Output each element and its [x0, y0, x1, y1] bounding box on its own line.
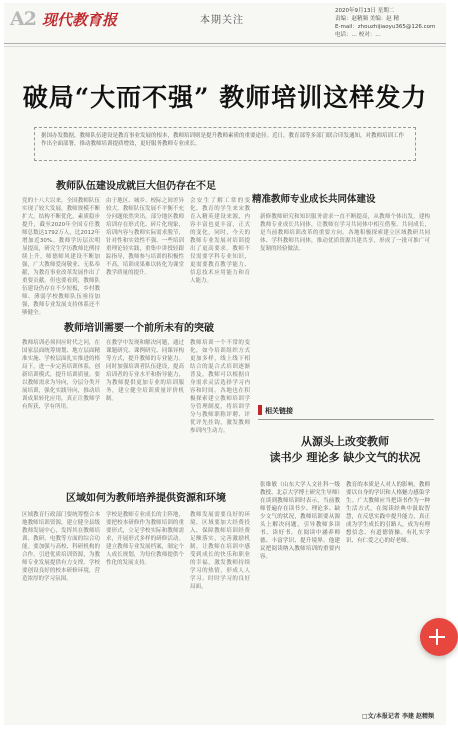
- subhead-4: 精准教师专业成长共同体建设: [252, 194, 376, 205]
- lead-text: 据国办发数据，教师队伍建设是教育事业发展的根本，教师培训则是提升教师素质的重要途径。近日，教育部等多部门联合印发通知，对教师培训工作作出全面部署，推动教师培训提质增效，更好服务教师专业成长。: [41, 133, 405, 147]
- body-column: 区域教育行政部门要统筹整合本地教师培训资源，建立健全县级教师发展中心，发挥其在教师培训、教研、电教等方面的综合功能。要加强与高校、科研机构的合作，引进优质培训资源，为教师专业发展提供有力支撑。学校要创设良好的校本研修环境，营造浓厚的学习氛围。: [22, 512, 100, 582]
- body-column: 学校是教师专业成长的主阵地，要把校本研修作为教师培训的重要形式，立足学校实际和教师需求，开展形式多样的研修活动。建立教师专业发展档案，制定个人成长规划，为每位教师提供个性化的发展支持。: [106, 512, 184, 566]
- date-line: 2020年9月13日 星期二: [335, 8, 395, 14]
- body-column: 教师发展需要良好的环境，区域要加大经费投入，保障教师培训经费足额落实，完善激励机制。让教师在培训中感受到成长的快乐和职业的幸福，激发教师持续学习的热情，形成人人学习、时时学习的良好局面。: [190, 512, 250, 590]
- subhead-2: 教师培训需要一个前所未有的突破: [64, 323, 214, 334]
- body-column: 在教学中发现和解决问题，通过课题研究、课例研究、同课异构等方式，提升教师的专业能力。同时加强培训者队伍建设，提高培训者的专业水平和指导能力，为教师提供更加专业的培训服务，建立健全培训质量评价机制。: [106, 340, 184, 402]
- masthead-logo: 现代教育报: [42, 11, 118, 29]
- page-number: A2: [10, 8, 36, 30]
- body-column: 会安生了解工常的变化，教育的学生来宋教育入精英建设来源，内容丰富也更丰富，正式的变化，同时，今天的教师专业发展对培训提出了更高要求。教师不仅需要学科专业知识，更需要教育教学能力、信息技术应用能力和育人能力。: [190, 198, 250, 284]
- add-button[interactable]: [420, 618, 458, 656]
- related-title-1: 从源头上改变教师: [301, 435, 389, 448]
- related-title-2: 读书少 理论多 缺少文气的状况: [269, 451, 421, 464]
- editor-line: 责编：赵精频 美编：赵 精: [335, 16, 399, 22]
- section-title: 本期关注: [200, 15, 244, 26]
- body-column: 教师培训必须回应时代之问，在国家层面统筹规划、地方层面精准实施、学校层面扎实推进的格局下，进一步完善培训体系，创新培训模式，提升培训质量。要以教师需求为导向，分层分类开展培训，强化实践导向，推动培训成果转化应用，真正让教师学有所获、学有所用。: [22, 340, 100, 410]
- lead-box: [34, 127, 416, 161]
- body-column: 新修教师研究和知识服务需求一直不断提高，从教师个体出发，建构教师专业成长共同体，让教师在学习共同体中相互借鉴、共同成长，是当前教师培训改革的重要方向。各地积极探索建立区域教研共同体、学科教师共同体，推动优质资源共建共享，形成了一批可推广可复制的经验做法。: [260, 214, 430, 252]
- related-marker: [258, 405, 262, 415]
- proof-line: 电话：… 校对：…: [335, 32, 381, 38]
- body-column: 党的十八大以来，全国教师队伍实现了较大发展，教师规模不断扩大，结构不断优化，素质稳步提升，截至2020年全国专任教师总数达1792万人，比2012年增加近30%。教师学历层次明显提高，研究生学历教师比例持续上升，师德师风建设不断加强，广大教师爱岗敬业、无私奉献，为教育事业改革发展作出了重要贡献。但也要看到，教师队伍建设仍存在不少短板，乡村教师、薄弱学校教师队伍亟待加强，教师专业发展支持体系还不够健全。: [22, 198, 100, 316]
- plus-icon-vertical: [436, 629, 438, 645]
- interview-column: 张维敏（山东大学人文社科一级教授、北京大学博士研究生导师）在谈到教师培训时表示，当前教师普遍存在读书少、理论多、缺少文气的状况，教师培训要从源头上解决问题，引导教师多读书、读好书，在阅读中涵养师德、丰富学识、提升境界。他建议把阅读纳入教师培训的重要内容。: [260, 482, 340, 560]
- header-rule: [4, 43, 446, 44]
- headline: 破局“大而不强” 教师培训这样发力: [22, 83, 428, 112]
- body-column: 教师培训一个不常的变化，如今培训组织方式更加多样，线上线下相结合的混合式培训逐渐普及，教师可以根据自身需求灵活选择学习内容和时间。各地也在积极探索建立教师培训学分管理制度，将培训学分与教师职称评聘、评优评先挂钩，激发教师参训内生动力。: [190, 340, 250, 434]
- page-header: [4, 3, 446, 47]
- interview-column: 教育的本质是人对人的影响，教师要以自身的学识和人格魅力感染学生。广大教师应当把读书作为一种生活方式，在阅读经典中汲取智慧，在反思实践中提升能力，真正成为学生成长的引路人，成为有理想信念、有道德情操、有扎实学识、有仁爱之心的好老师。: [346, 482, 430, 544]
- subhead-1: 教师队伍建设成就巨大但仍存在不足: [56, 181, 216, 192]
- newspaper-page: [4, 3, 446, 725]
- email-line: E-mail：zhouzhijiaoyu365@126.com: [335, 24, 436, 30]
- header-rule-thin: [4, 46, 446, 47]
- body-column: 由于地区、城乡、校际之间差异较大，教师队伍发展不平衡不充分问题依然突出。部分地区教师培训存在形式化、碎片化现象，培训内容与教师实际需求脱节，针对性和实效性不强。一些培训重理论轻实践，重集中讲授轻跟踪指导，教师参与培训的积极性不高，培训成果难以转化为课堂教学质量的提升。: [106, 198, 184, 276]
- subhead-3: 区域如何为教师培养提供资源和环境: [66, 493, 226, 504]
- author-credit: □文/本报记者 李建 赵精频: [362, 713, 435, 720]
- related-tag: 相关链接: [265, 407, 293, 415]
- related-rule: [258, 419, 434, 420]
